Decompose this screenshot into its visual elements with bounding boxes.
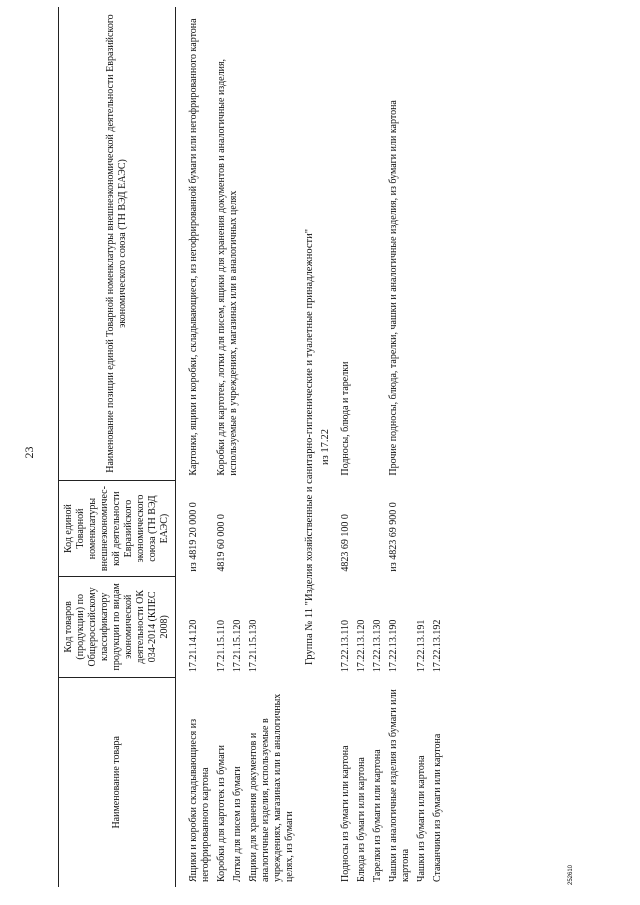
- table-row: [338, 7, 354, 887]
- product-name-cell: Ящики и коробки складывающиеся из негофрированного картона: [188, 718, 211, 882]
- document-id: 252610: [568, 864, 574, 885]
- header-okpd-code: Код товаров (продукции) по Общероссийскому классификатору продукции по видам экономической деятельности ОК 034-2014 (КПЕС 2008): [59, 577, 176, 678]
- product-name-cell: Блюда из бумаги или картона: [356, 757, 367, 882]
- tnved-code-cell: 4823 69 100 0: [340, 514, 351, 572]
- header-tnved-description: Наименование позиции единой Товарной номенклатуры внешнеэкономической деятельности Евразийского экономического союза (ТН ВЭД ЕАЭС): [59, 7, 176, 481]
- okpd-code-cell: 17.22.13.120: [356, 619, 367, 673]
- okpd-code-cell: 17.22.13.190: [388, 619, 399, 673]
- tnved-code-cell: 4819 60 000 0: [216, 514, 227, 572]
- header-tnved-code: Код единой Товарной номенклатуры внешнеэкономичес-кой деятельности Евразийского экономического союза (ТН ВЭД ЕАЭС): [59, 481, 176, 577]
- product-name-cell: Ящики для хранения документов и аналогичные изделия, используемые в учреждениях, магазинах или в аналогичных целях, из бумаги: [248, 693, 295, 882]
- header-product-name: Наименование товара: [59, 677, 176, 887]
- tnved-code-cell: [414, 481, 430, 577]
- header-row: [59, 7, 176, 887]
- group-title: Группа № 11 "Изделия хозяйственные и санитарно-гигиенические и туалетные принадлежности": [304, 229, 315, 665]
- page-number: 23: [22, 446, 36, 459]
- okpd-code-cell: 17.22.13.191: [416, 619, 427, 673]
- tnved-code-cell: [246, 481, 298, 577]
- product-name-cell: Чашки и аналогичные изделия из бумаги или картона: [388, 689, 411, 882]
- product-name-cell: Тарелки из бумаги или картона: [372, 749, 383, 882]
- table-row: [214, 7, 230, 887]
- tnved-code-cell: [370, 481, 386, 577]
- table-row: [186, 7, 214, 887]
- product-name-cell: Подносы из бумаги или картона: [340, 745, 351, 882]
- product-name-cell: Стаканчики из бумаги или картона: [432, 733, 443, 882]
- okpd-code-cell: 17.22.13.130: [372, 619, 383, 673]
- table-header: [59, 7, 176, 887]
- table-body: [176, 7, 447, 887]
- tnved-description-cell: Картонки, ящики и коробки, складывающиеся, из негофрированной бумаги или негофрированного картона: [188, 18, 199, 476]
- group-code: из 17.22: [320, 428, 331, 466]
- product-name-cell: Коробки для картотек из бумаги: [216, 745, 227, 882]
- okpd-code-cell: 17.21.15.120: [232, 619, 243, 673]
- tnved-code-cell: из 4823 69 900 0: [388, 502, 399, 572]
- product-name-cell: Лотки для писем из бумаги: [232, 766, 243, 882]
- tnved-description-cell: Коробки для картотек, лотки для писем, ящики для хранения документов и аналогичные изделия, используемые в учреждениях, магазинах или в аналогичных целях: [216, 58, 239, 476]
- tnved-description-cell: Прочие подносы, блюда, тарелки, чашки и аналогичные изделия, из бумаги или картона: [388, 100, 399, 476]
- tnved-code-cell: [430, 481, 446, 577]
- classification-table: [58, 7, 446, 887]
- tnved-code-cell: [230, 481, 246, 577]
- tnved-code-cell: [354, 481, 370, 577]
- okpd-code-cell: 17.21.15.130: [248, 619, 259, 673]
- product-name-cell: Чашки из бумаги или картона: [416, 755, 427, 882]
- group-heading-row: [298, 7, 320, 887]
- tnved-description-cell: Подносы, блюда и тарелки: [340, 361, 351, 476]
- tnved-code-cell: из 4819 20 000 0: [188, 502, 199, 572]
- table-row: [386, 7, 414, 887]
- okpd-code-cell: 17.21.15.110: [216, 619, 227, 673]
- okpd-code-cell: 17.22.13.192: [432, 619, 443, 673]
- okpd-code-cell: 17.22.13.110: [340, 619, 351, 673]
- group-code-row: [320, 7, 338, 887]
- okpd-code-cell: 17.21.14.120: [188, 619, 199, 673]
